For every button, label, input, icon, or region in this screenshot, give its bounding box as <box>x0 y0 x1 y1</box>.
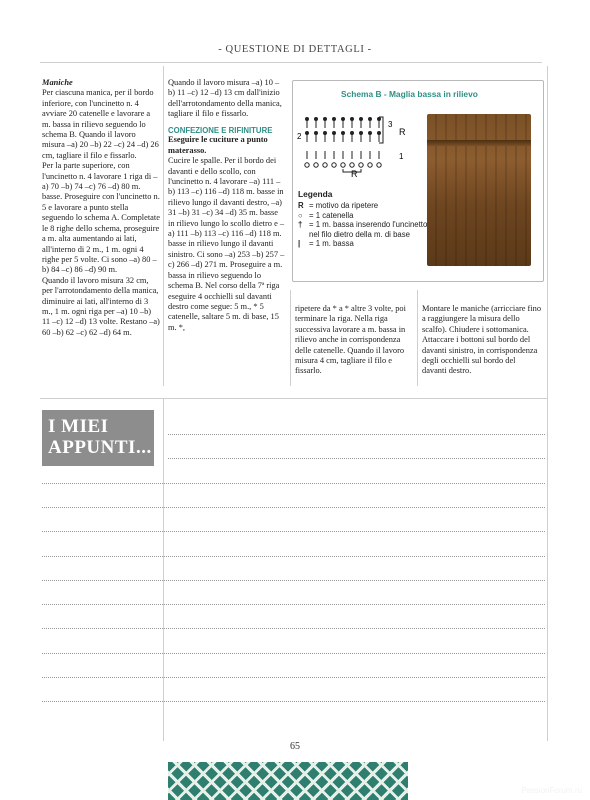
chart-stitch <box>360 132 363 135</box>
repeat-label: R <box>351 169 358 179</box>
note-line <box>42 604 545 605</box>
notes-divider <box>163 398 164 741</box>
notes-top-rule <box>40 398 547 399</box>
row-number: 1 <box>399 152 404 161</box>
knit-sample-photo <box>427 114 531 266</box>
chart-stitch <box>378 118 381 121</box>
note-line <box>168 458 545 459</box>
paragraph: Cucire le spalle. Per il bordo dei davanti e dello scollo, con l'uncinetto n. 4 lavorare –a) 111 –b) 113 –c) 116 –d) 118 m. basse in rilievo lungo il davanti destro, –a) 31 –b) 31 –c) 34 –d) 35 m. basse in rilievo lungo lo scollo dietro e –a) 111 –b) 113 –c) 116 –d) 118 m. basse in rilievo lungo il davanti sinistro. Ci sono –a) 253 –b) 257 –c) 266 –d) 271 m. Proseguire a m. bassa in rilievo seguendo lo schema B. Nel corso della 7ª riga eseguire 4 occhielli sul davanti destro come segue: 5 m., * 5 catenelle, saltare 5 m. di base, 15 m. *, <box>168 156 285 332</box>
bold-instruction: Eseguire le cuciture a punto materasso. <box>168 135 268 155</box>
footer-knit-pattern <box>168 762 408 800</box>
chart-stitch <box>342 118 345 121</box>
chart-stitch <box>306 118 309 121</box>
row-number: 2 <box>297 132 302 141</box>
legend-item <box>298 211 428 221</box>
chart-stitch <box>342 132 345 135</box>
column-4 <box>422 304 542 377</box>
note-line <box>42 653 545 654</box>
legend-text: = 1 catenella <box>309 210 354 220</box>
chart-stitch <box>378 132 381 135</box>
legend-text: = 1 m. bassa inserendo l'uncinetto nel filo dietro della m. di base <box>309 220 428 239</box>
column-2 <box>168 78 286 333</box>
paragraph: Quando il lavoro misura –a) 10 –b) 11 –c) 12 –d) 13 cm dall'inizio dell'arrotondamento della manica, tagliare il filo e fissarlo. <box>168 78 282 119</box>
page-number: 65 <box>290 741 300 752</box>
chart-stitch <box>315 118 318 121</box>
chart-stitch <box>324 132 327 135</box>
chart-stitch <box>377 163 381 167</box>
note-line <box>42 483 545 484</box>
note-line <box>42 531 545 532</box>
chart-stitch <box>332 163 336 167</box>
legend-item <box>298 239 428 249</box>
legend-text: = 1 m. bassa <box>309 239 354 249</box>
paragraph: Per la parte superiore, con l'uncinetto n. 4 lavorare 1 riga di –a) 70 –b) 74 –c) 76 –d) 80 m. basse. Proseguire con l'uncinetto n. 5 e lavorare a punto stella seguendo lo schema A. Completate le 8 righe dello schema, proseguire a m. alta aumentando ai lati, all'interno di 2 m., 1 m. ogni 4 righe per 5 volte. Ci sono –a) 80 –b) 84 –c) 86 –d) 90 m. <box>42 161 160 275</box>
watermark: PassionForum.ru <box>521 786 582 795</box>
stitch-chart <box>295 113 425 183</box>
chart-stitch <box>324 118 327 121</box>
chart-stitch <box>323 163 327 167</box>
page-right-border <box>547 66 548 741</box>
legend-title: Legenda <box>298 189 333 199</box>
paragraph: Montare le maniche (arricciare fino a raggiungere la misura dello scalfo). Chiudere i sottomanica. Attaccare i bottoni sul bordo del davanti sinistro, in corrispondenza degli occhielli sul bordo del davanti destro. <box>422 304 542 376</box>
column-divider <box>417 290 418 386</box>
legend-text: = motivo da ripetere <box>309 201 379 210</box>
chart-stitch <box>369 118 372 121</box>
chart-stitch <box>360 118 363 121</box>
note-line <box>42 701 545 702</box>
note-line <box>42 556 545 557</box>
chart-stitch <box>351 132 354 135</box>
chart-stitch <box>315 132 318 135</box>
note-line <box>42 677 545 678</box>
column-divider <box>290 290 291 386</box>
paragraph: Per ciascuna manica, per il bordo inferiore, con l'uncinetto n. 4 avviare 20 catenelle e lavorare a m. bassa in rilievo seguendo lo schema B. Quando il lavoro misura –a) 20 –b) 22 –c) 24 –d) 26 cm, tagliare il filo e fissarlo. <box>42 88 159 160</box>
legend-symbol: ○ <box>298 210 303 220</box>
legend-item <box>298 220 428 239</box>
chart-stitch <box>341 163 345 167</box>
legend-symbol: | <box>298 239 301 249</box>
row-number: 3 <box>388 120 393 129</box>
section-header: - QUESTIONE DI DETTAGLI - <box>218 44 372 55</box>
photo-band <box>427 140 531 146</box>
section-heading: CONFEZIONE E RIFINITURE <box>168 125 273 135</box>
note-line <box>168 434 545 435</box>
note-line <box>42 507 545 508</box>
paragraph: Quando il lavoro misura 32 cm, per l'arrotondamento della manica, diminuire ai lati, all'interno di 3 m., 1 m. ogni riga per –a) 10 –b) 11 –c) 12 –d) 13 volte. Restano –a) 60 –b) 62 –c) 62 –d) 64 m. <box>42 275 160 337</box>
chart-stitch <box>314 163 318 167</box>
schema-b-box <box>292 80 544 282</box>
column-3 <box>295 304 413 377</box>
chart-stitch <box>350 163 354 167</box>
repeat-label: R <box>399 127 406 137</box>
chart-stitch <box>305 163 309 167</box>
paragraph: ripetere da * a * altre 3 volte, poi terminare la riga. Nella riga successiva lavorare a m. bassa in rilievo anche in corrispondenza delle catenelle. Quando il lavoro misura 4 cm, tagliare il filo e fissarlo. <box>295 304 406 376</box>
chart-stitch <box>306 132 309 135</box>
chart-stitch <box>359 163 363 167</box>
header-rule <box>40 62 542 63</box>
legend <box>298 201 428 249</box>
chart-stitch <box>333 118 336 121</box>
note-line <box>42 580 545 581</box>
legend-item <box>298 201 428 211</box>
notes-label: I MIEI APPUNTI... <box>42 410 154 466</box>
note-line <box>42 628 545 629</box>
chart-stitch <box>369 132 372 135</box>
column-divider <box>163 66 164 386</box>
chart-stitch <box>351 118 354 121</box>
chart-stitch <box>368 163 372 167</box>
schema-title: Schema B - Maglia bassa in rilievo <box>341 89 478 99</box>
column-1 <box>42 78 160 338</box>
chart-symbols <box>305 117 383 172</box>
subtitle-maniche: Maniche <box>42 78 73 87</box>
chart-stitch <box>333 132 336 135</box>
legend-symbol: R <box>298 201 304 210</box>
legend-symbol: † <box>298 220 303 230</box>
